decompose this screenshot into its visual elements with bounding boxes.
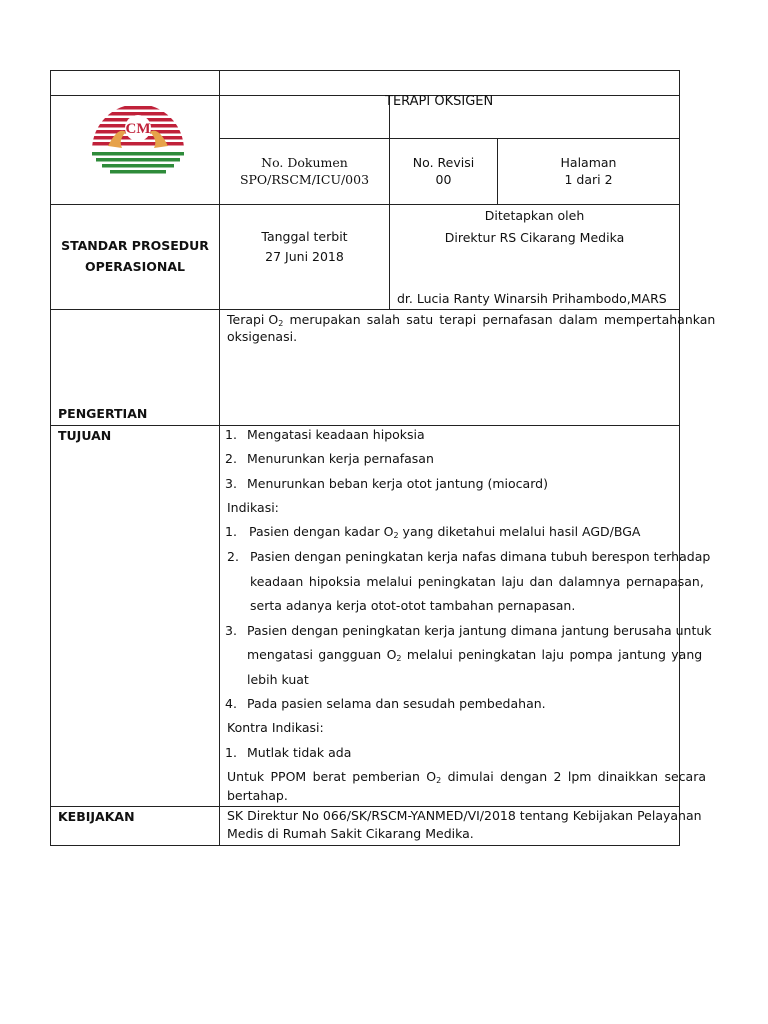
tujuan-label: TUJUAN	[58, 428, 112, 443]
tujuan-item: Menurunkan kerja pernafasan	[247, 451, 434, 466]
table-border-right	[679, 70, 680, 846]
kontra-indikasi-label: Kontra Indikasi:	[227, 720, 324, 735]
ppom-text-line1: Untuk PPOM berat pemberian $O_2$ dimulai dengan 2 lpm dinaikkan secara	[227, 769, 707, 785]
sop-label-line1: STANDAR PROSEDUR	[61, 238, 209, 253]
indikasi-num: 1.	[225, 524, 237, 539]
kebijakan-text-line2: Medis di Rumah Sakit Cikarang Medika.	[227, 826, 474, 841]
svg-text:CM: CM	[125, 121, 151, 137]
signatory-name: dr. Lucia Ranty Winarsih Prihambodo,MARS	[397, 291, 667, 306]
indikasi-item: Pada pasien selama dan sesudah pembedahan.	[247, 696, 546, 711]
indikasi-num: 4.	[225, 696, 237, 711]
tanggal-terbit-label: Tanggal terbit	[261, 229, 348, 244]
kontra-num: 1.	[225, 745, 237, 760]
indikasi-label: Indikasi:	[227, 500, 279, 515]
pengertian-label: PENGERTIAN	[58, 406, 148, 421]
table-row-divider	[50, 806, 680, 807]
table-border-left	[50, 70, 51, 846]
indikasi-item-cont: mengatasi gangguan $O_2$ melalui peningkatan laju pompa jantung yang	[247, 647, 703, 663]
pengertian-text-line2: oksigenasi.	[227, 329, 298, 344]
no-revisi-value: 00	[435, 172, 452, 187]
kebijakan-text-line1: SK Direktur No 066/SK/RSCM-YANMED/VI/2018 tentang Kebijakan Pelayanan	[227, 808, 702, 823]
document-title: TERAPI OKSIGEN	[385, 94, 494, 109]
ditetapkan-oleh: Ditetapkan oleh	[484, 208, 585, 223]
indikasi-item-cont: lebih kuat	[247, 672, 309, 687]
table-col-divider	[497, 138, 498, 204]
halaman-value: 1 dari 2	[564, 172, 613, 187]
tujuan-num: 1.	[225, 427, 237, 442]
pengertian-text-line1: Terapi $O_2$ merupakan salah satu terapi pernafasan dalam mempertahankan	[227, 312, 716, 328]
indikasi-item-cont: serta adanya kerja otot-otot tambahan pernapasan.	[250, 598, 576, 613]
indikasi-num: 2.	[227, 549, 239, 564]
tujuan-item: Menurunkan beban kerja otot jantung (miocard)	[247, 476, 548, 491]
kontra-item: Mutlak tidak ada	[247, 745, 352, 760]
table-col-divider	[389, 95, 390, 309]
tanggal-terbit-value: 27 Juni 2018	[265, 249, 344, 264]
indikasi-item: Pasien dengan peningkatan kerja nafas dimana tubuh berespon terhadap	[250, 549, 711, 564]
kebijakan-label: KEBIJAKAN	[58, 809, 135, 824]
indikasi-item: Pasien dengan kadar $O_2$ yang diketahui melalui hasil AGD/BGA	[249, 524, 641, 540]
hospital-logo	[88, 96, 188, 180]
ditetapkan-direktur: Direktur RS Cikarang Medika	[444, 230, 625, 245]
no-revisi-label: No. Revisi	[412, 155, 475, 170]
ppom-text-line2: bertahap.	[227, 788, 288, 803]
table-border-top	[50, 70, 680, 71]
indikasi-num: 3.	[225, 623, 237, 638]
no-dokumen-value: SPO/RSCM/ICU/003	[239, 172, 370, 187]
indikasi-item: Pasien dengan peningkatan kerja jantung dimana jantung berusaha untuk	[247, 623, 712, 638]
no-dokumen-label: No. Dokumen	[261, 155, 348, 170]
table-row-divider	[50, 309, 680, 310]
table-row-divider	[219, 138, 680, 139]
table-row-divider	[50, 425, 680, 426]
sop-label-line2: OPERASIONAL	[84, 259, 185, 274]
halaman-label: Halaman	[560, 155, 617, 170]
table-row-divider	[50, 204, 680, 205]
table-border-bottom	[50, 845, 680, 846]
tujuan-num: 3.	[225, 476, 237, 491]
indikasi-item-cont: keadaan hipoksia melalui peningkatan laju dan dalamnya pernapasan,	[250, 574, 704, 589]
tujuan-num: 2.	[225, 451, 237, 466]
tujuan-item: Mengatasi keadaan hipoksia	[247, 427, 425, 442]
